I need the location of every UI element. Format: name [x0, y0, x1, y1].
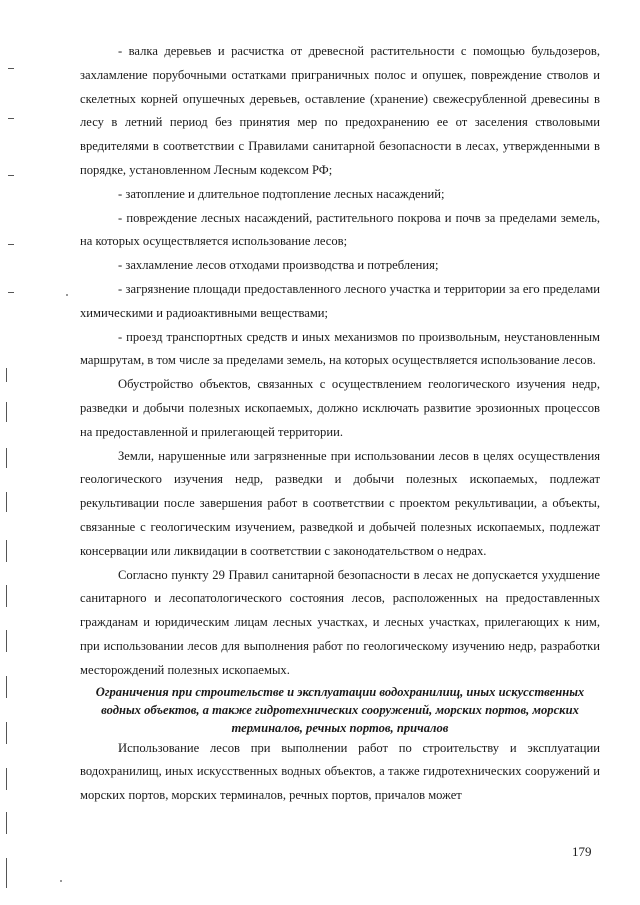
- paragraph: Согласно пункту 29 Правил санитарной безопасности в лесах не допускается ухудшение санитарного и лесопатологического состояния лесов, расположенных на предоставленных гражданам и юридическим лицам лесных участках, и лесных участках, прилегающих к ним, при использовании лесов для выполнения работ по геологическому изучению недр, разработки месторождений полезных ископаемых.: [80, 567, 600, 677]
- scan-mark: [6, 858, 15, 888]
- scan-mark: [6, 368, 15, 382]
- scan-mark: [6, 676, 15, 698]
- section-heading: Ограничения при строительстве и эксплуатации водохранилищ, иных искусственных водных объектов, а также гидротехнических сооружений, морских портов, морских терминалов, речных портов, причалов: [95, 684, 585, 735]
- scan-mark: [6, 540, 15, 562]
- paragraph: - проезд транспортных средств и иных механизмов по произвольным, неустановленным маршрутам, в том числе за пределами земель, на которых осуществляется использование лесов.: [80, 329, 600, 368]
- scan-speck: [66, 294, 68, 296]
- paragraph: - валка деревьев и расчистка от древесной растительности с помощью бульдозеров, захламление порубочными остатками приграничных полос и опушек, повреждение стволов и скелетных корней опушечных деревьев, оставление (хранение) свежесрубленной древесины в лесу в летний период без принятия мер по предохранению ее от заселения стволовыми вредителями в соответствии с Правилами санитарной безопасности в лесах, утвержденными в порядке, установленном Лесным кодексом РФ;: [80, 44, 600, 177]
- scan-mark: [8, 244, 14, 245]
- paragraph: - захламление лесов отходами производства и потребления;: [118, 258, 439, 273]
- scan-mark: [6, 722, 15, 744]
- paragraph: - затопление и длительное подтопление лесных насаждений;: [118, 186, 445, 201]
- scan-mark: [8, 118, 14, 119]
- scan-mark: [6, 492, 15, 512]
- scan-mark: [6, 585, 15, 607]
- document-body: [80, 40, 600, 808]
- scan-mark: [6, 448, 15, 468]
- paragraph: Использование лесов при выполнении работ по строительству и эксплуатации водохранилищ, иных искусственных водных объектов, а также гидротехнических сооружений и морских портов, морских терминалов, речных портов, причалов может: [80, 740, 600, 803]
- scan-speck: [60, 880, 62, 882]
- scan-mark: [6, 630, 15, 652]
- page-number: 179: [572, 844, 592, 859]
- scan-mark: [6, 402, 15, 422]
- paragraph: Земли, нарушенные или загрязненные при использовании лесов в целях осуществления геологического изучения недр, разведки и добычи полезных ископаемых, подлежат рекультивации после завершения работ в соответствии с проектом рекультивации, а объекты, связанные с геологическим изучением, разведкой и добычей полезных ископаемых, подлежат консервации или ликвидации в соответствии с законодательством о недрах.: [80, 448, 600, 558]
- paragraph: - повреждение лесных насаждений, растительного покрова и почв за пределами земель, на которых осуществляется использование лесов;: [80, 210, 600, 249]
- scan-mark: [8, 292, 14, 293]
- paragraph: - загрязнение площади предоставленного лесного участка и территории за его пределами химическими и радиоактивными веществами;: [80, 281, 600, 320]
- scan-mark: [6, 812, 15, 834]
- scan-mark: [8, 175, 14, 176]
- scan-mark: [6, 768, 15, 790]
- scan-mark: [8, 68, 14, 69]
- paragraph: Обустройство объектов, связанных с осуществлением геологического изучения недр, разведки и добычи полезных ископаемых, должно исключать развитие эрозионных процессов на предоставленной и прилегающей территории.: [80, 377, 600, 439]
